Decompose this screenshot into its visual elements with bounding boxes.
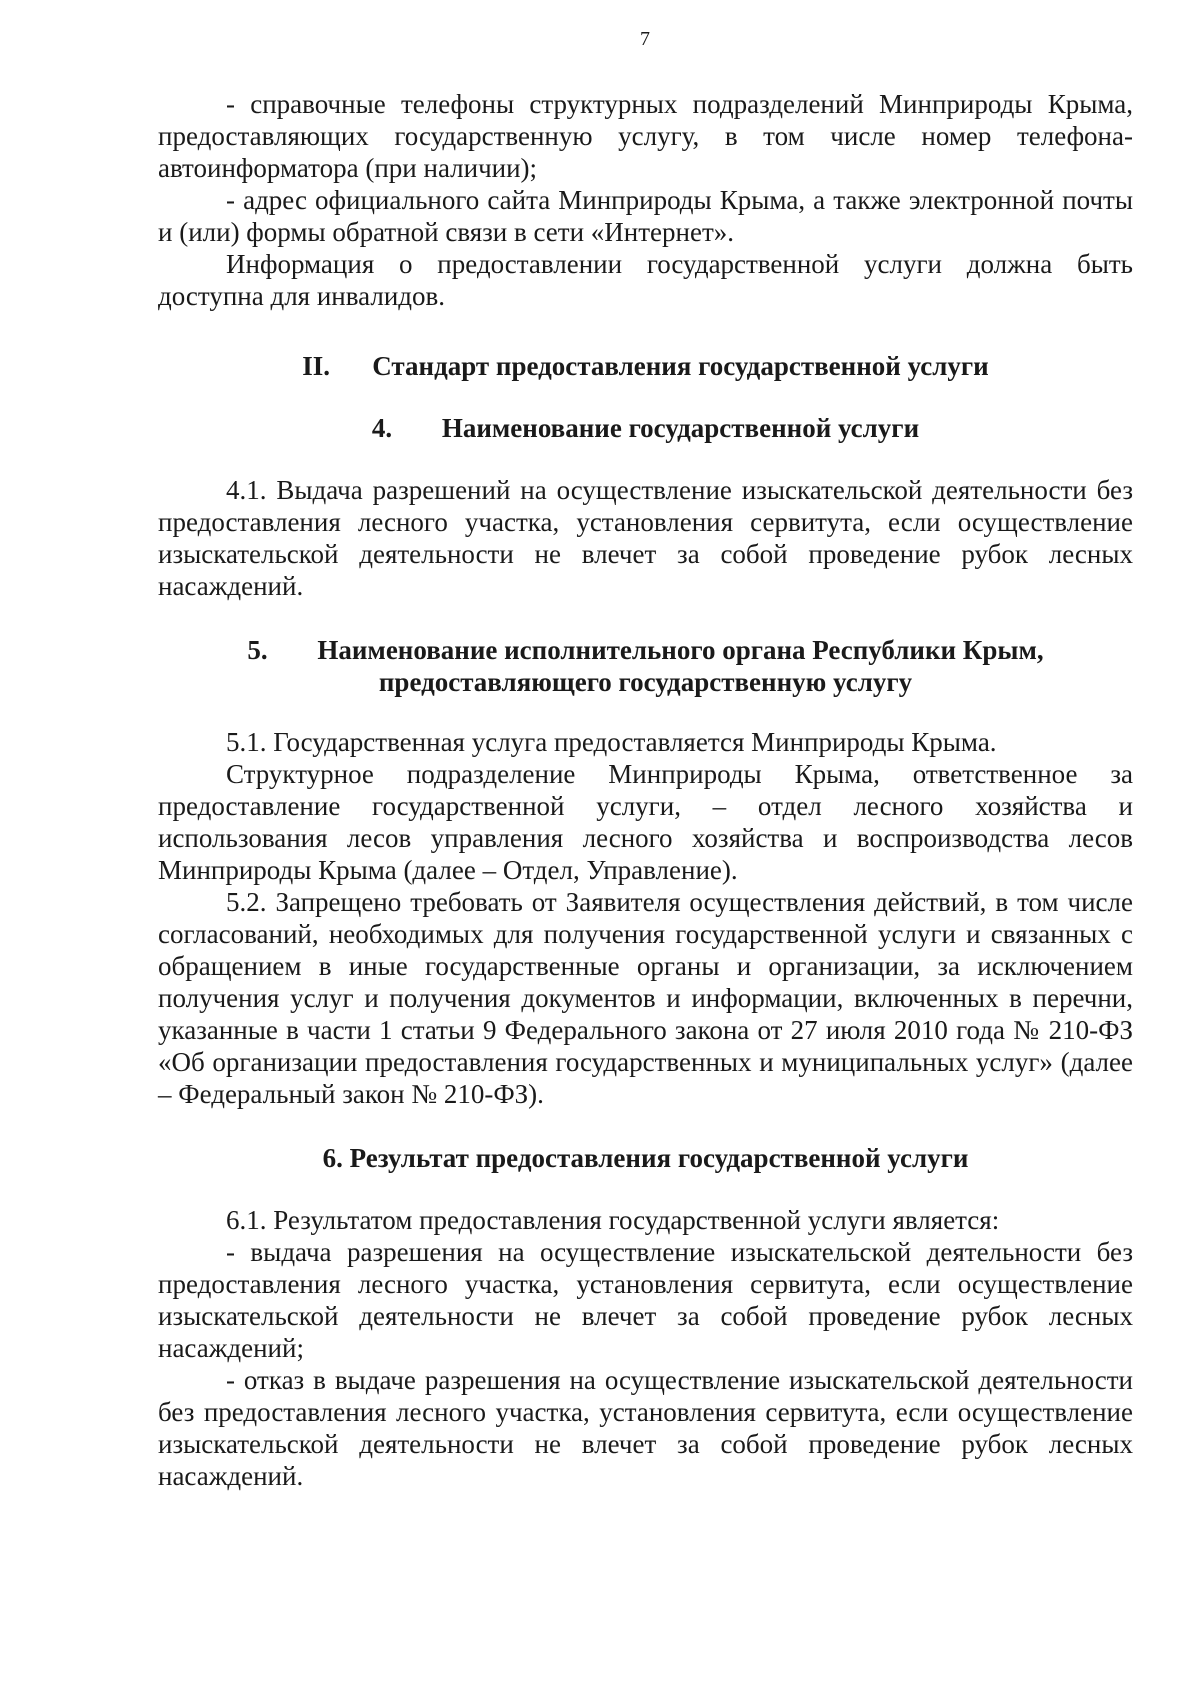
section-5-heading	[158, 634, 1133, 698]
document-body	[158, 88, 1133, 1492]
section-5-title-line-2: предоставляющего государственную услугу	[378, 667, 913, 697]
section-4-number: 4.	[371, 413, 393, 443]
section-ii-number: II.	[302, 351, 331, 381]
section-6-heading: 6. Результат предоставления государственной услуги	[322, 1143, 969, 1173]
section-4-paragraph-1: 4.1. Выдача разрешений на осуществление изыскательской деятельности без предоставления лесного участка, установления сервитута, если осуществление изыскательской деятельности не влечет за собой проведение рубок лесных насаждений.	[158, 475, 1133, 601]
intro-paragraph-3: Информация о предоставлении государственной услуги должна быть доступна для инвалидов.	[158, 249, 1133, 311]
section-5-title-line-1: Наименование исполнительного органа Республики Крым,	[317, 635, 1044, 665]
section-5-paragraph-2: Структурное подразделение Минприроды Крыма, ответственное за предоставление государственной услуги, – отдел лесного хозяйства и использования лесов управления лесного хозяйства и воспроизводства лесов Минприроды Крыма (далее – Отдел, Управление).	[158, 759, 1133, 885]
section-5-paragraph-1: 5.1. Государственная услуга предоставляется Минприроды Крыма.	[226, 727, 997, 757]
section-6-paragraph-3: - отказ в выдаче разрешения на осуществление изыскательской деятельности без предоставления лесного участка, установления сервитута, если осуществление изыскательской деятельности не влечет за собой проведение рубок лесных насаждений.	[158, 1365, 1133, 1491]
intro-paragraph-1: - справочные телефоны структурных подразделений Минприроды Крыма, предоставляющих государственную услугу, в том числе номер телефона-автоинформатора (при наличии);	[158, 89, 1133, 183]
section-ii-heading	[158, 350, 1133, 382]
section-5-number: 5.	[247, 635, 268, 665]
page-number: 7	[640, 28, 650, 50]
section-4-title: Наименование государственной услуги	[441, 413, 920, 443]
section-5-heading-line-1	[158, 634, 1133, 666]
section-6-paragraph-2: - выдача разрешения на осуществление изыскательской деятельности без предоставления лесного участка, установления сервитута, если осуществление изыскательской деятельности не влечет за собой проведение рубок лесных насаждений;	[158, 1237, 1133, 1363]
section-ii-title: Стандарт предоставления государственной услуги	[372, 351, 989, 381]
section-4-heading	[158, 412, 1133, 444]
section-5-paragraph-3: 5.2. Запрещено требовать от Заявителя осуществления действий, в том числе согласований, необходимых для получения государственной услуги и связанных с обращением в иные государственные органы и организации, за исключением получения услуг и получения документов и информации, включенных в перечни, указанные в части 1 статьи 9 Федерального закона от 27 июля 2010 года № 210-ФЗ «Об организации предоставления государственных и муниципальных услуг» (далее – Федеральный закон № 210-ФЗ).	[158, 887, 1133, 1109]
intro-paragraph-2: - адрес официального сайта Минприроды Крыма, а также электронной почты и (или) формы обратной связи в сети «Интернет».	[158, 185, 1133, 247]
section-6-paragraph-1: 6.1. Результатом предоставления государственной услуги является:	[226, 1205, 1000, 1235]
